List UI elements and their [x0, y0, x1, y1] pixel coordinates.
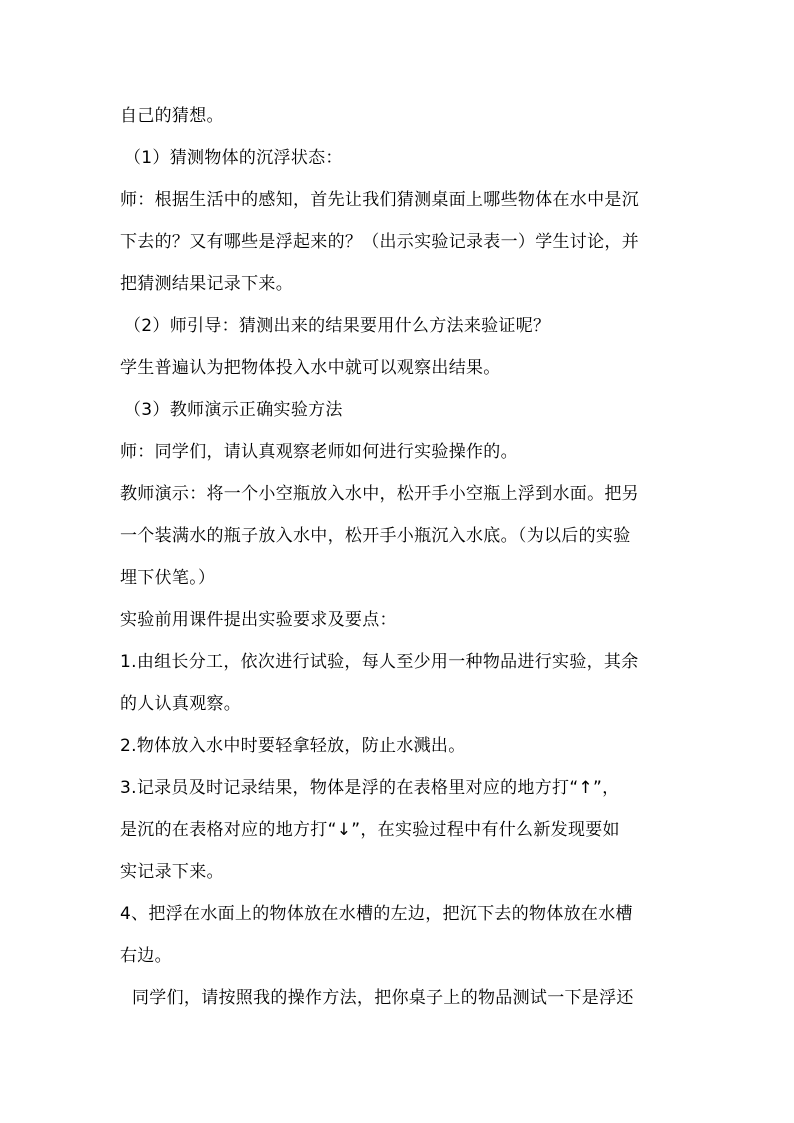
text-line: 是沉的在表格对应的地方打“↓”，在实验过程中有什么新发现要如: [120, 820, 620, 840]
text-line: 右边。: [120, 946, 172, 966]
text-line: 师：同学们，请认真观察老师如何进行实验操作的。: [120, 442, 518, 462]
text-line: 4、把浮在水面上的物体放在水槽的左边，把沉下去的物体放在水槽: [120, 904, 633, 924]
text-line: 一个装满水的瓶子放入水中，松开手小瓶沉入水底。（为以后的实验: [120, 526, 631, 546]
text-line: 2.物体放入水中时要轻拿轻放，防止水溅出。: [120, 736, 466, 756]
text-line: （2）师引导：猜测出来的结果要用什么方法来验证呢？: [124, 316, 551, 336]
text-line: 学生普遍认为把物体投入水中就可以观察出结果。: [120, 358, 501, 378]
text-line: 同学们，请按照我的操作方法，把你桌子上的物品测试一下是浮还: [132, 988, 634, 1008]
text-line: （3）教师演示正确实验方法: [124, 400, 343, 420]
text-line: 下去的？又有哪些是浮起来的？（出示实验记录表一）学生讨论，并: [120, 232, 639, 252]
text-line: 教师演示：将一个小空瓶放入水中，松开手小空瓶上浮到水面。把另: [120, 484, 639, 504]
text-line: 师：根据生活中的感知，首先让我们猜测桌面上哪些物体在水中是沉: [120, 190, 639, 210]
text-line: 的人认真观察。: [120, 694, 242, 714]
text-line: 埋下伏笔。）: [120, 568, 216, 588]
text-line: 3.记录员及时记录结果，物体是浮的在表格里对应的地方打“↑”，: [120, 778, 620, 798]
text-line: 实验前用课件提出实验要求及要点：: [120, 610, 397, 630]
text-line: 自己的猜想。: [120, 106, 224, 126]
text-line: 实记录下来。: [120, 862, 224, 882]
text-line: 1.由组长分工，依次进行试验，每人至少用一种物品进行实验，其余: [120, 652, 639, 672]
text-line: （1）猜测物体的沉浮状态：: [124, 148, 343, 168]
text-line: 把猜测结果记录下来。: [120, 274, 293, 294]
